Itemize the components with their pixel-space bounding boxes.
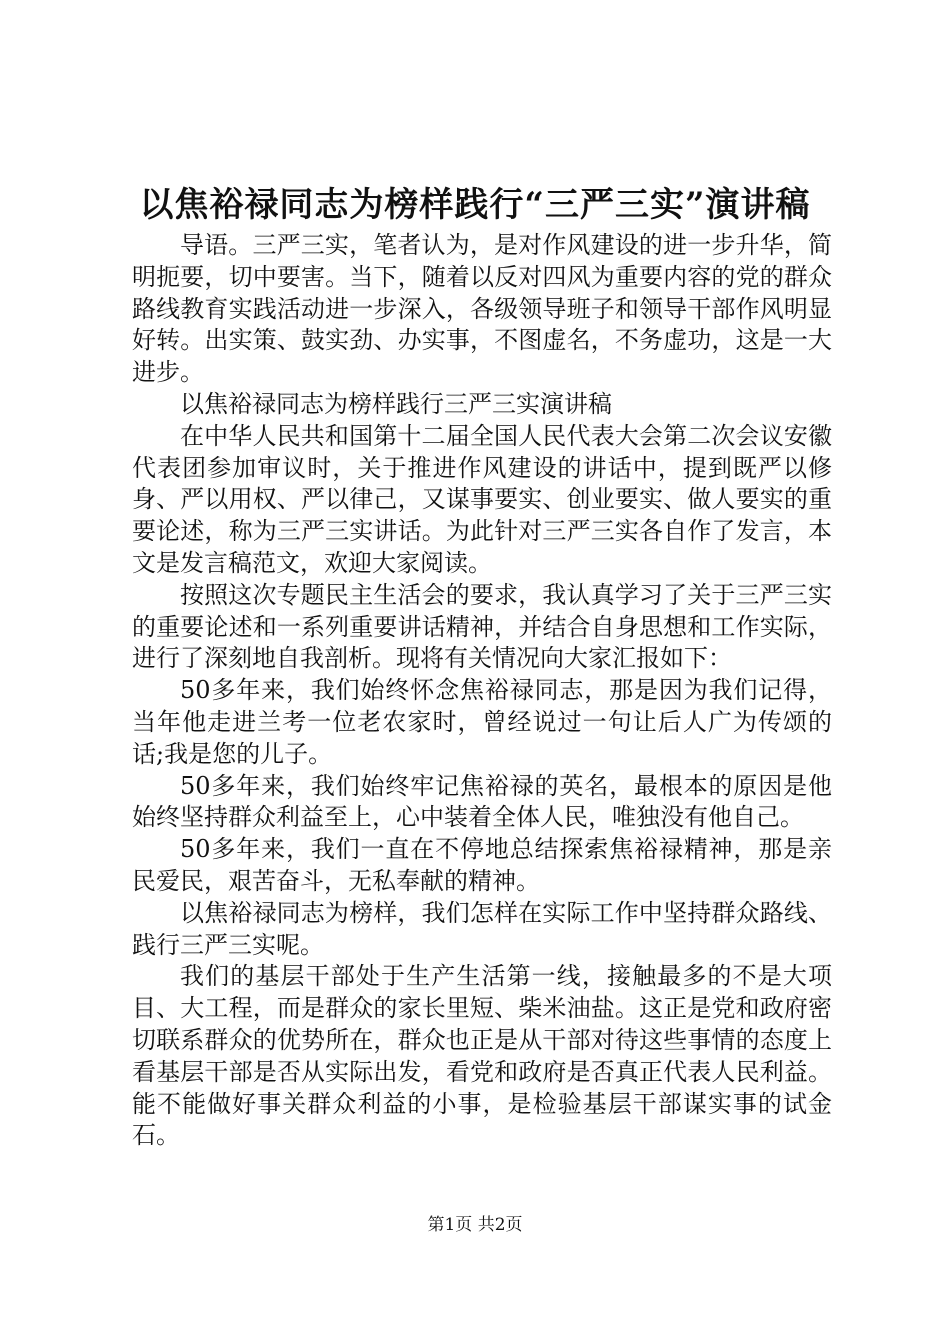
document-body xyxy=(132,230,832,1152)
paragraph-context: 在中华人民共和国第十二届全国人民代表大会第二次会议安徽代表团参加审议时，关于推进作风建设的讲话中，提到既严以修身、严以用权、严以律己，又谋事要实、创业要实、做人要实的重要论述，称为三严三实讲话。为此针对三严三实各自作了发言，本文是发言稿范文，欢迎大家阅读。 xyxy=(132,421,832,577)
paragraph-fifty-years-3: 50多年来，我们一直在不停地总结探索焦裕禄精神，那是亲民爱民，艰苦奋斗，无私奉献的精神。 xyxy=(132,835,832,895)
paragraph-intro: 导语。三严三实，笔者认为，是对作风建设的进一步升华，简明扼要，切中要害。当下，随着以反对四风为重要内容的党的群众路线教育实践活动进一步深入，各级领导班子和领导干部作风明显好转。出实策、鼓实劲、办实事，不图虚名，不务虚功，这是一大进步。 xyxy=(132,231,832,387)
paragraph-fifty-years-1: 50多年来，我们始终怀念焦裕禄同志，那是因为我们记得，当年他走进兰考一位老农家时，曾经说过一句让后人广为传颂的话;我是您的儿子。 xyxy=(132,676,832,768)
document-title: 以焦裕禄同志为榜样践行“三严三实”演讲稿 xyxy=(139,185,811,225)
paragraph-fifty-years-2: 50多年来，我们始终牢记焦裕禄的英名，最根本的原因是他始终坚持群众利益至上，心中装着全体人民，唯独没有他自己。 xyxy=(132,771,832,832)
page-number: 第1页 共2页 xyxy=(427,1215,523,1235)
paragraph-question: 以焦裕禄同志为榜样，我们怎样在实际工作中坚持群众路线、践行三严三实呢。 xyxy=(132,898,832,959)
paragraph-subtitle: 以焦裕禄同志为榜样践行三严三实演讲稿 xyxy=(180,389,612,418)
paragraph-grassroots: 我们的基层干部处于生产生活第一线，接触最多的不是大项目、大工程，而是群众的家长里短、柴米油盐。这正是党和政府密切联系群众的优势所在，群众也正是从干部对待这些事情的态度上看基层干部是否从实际出发，看党和政府是否真正代表人民利益。能不能做好事关群众利益的小事，是检验基层干部谋实事的试金石。 xyxy=(132,962,832,1150)
paragraph-report: 按照这次专题民主生活会的要求，我认真学习了关于三严三实的重要论述和一系列重要讲话精神，并结合自身思想和工作实际，进行了深刻地自我剖析。现将有关情况向大家汇报如下： xyxy=(132,580,832,673)
